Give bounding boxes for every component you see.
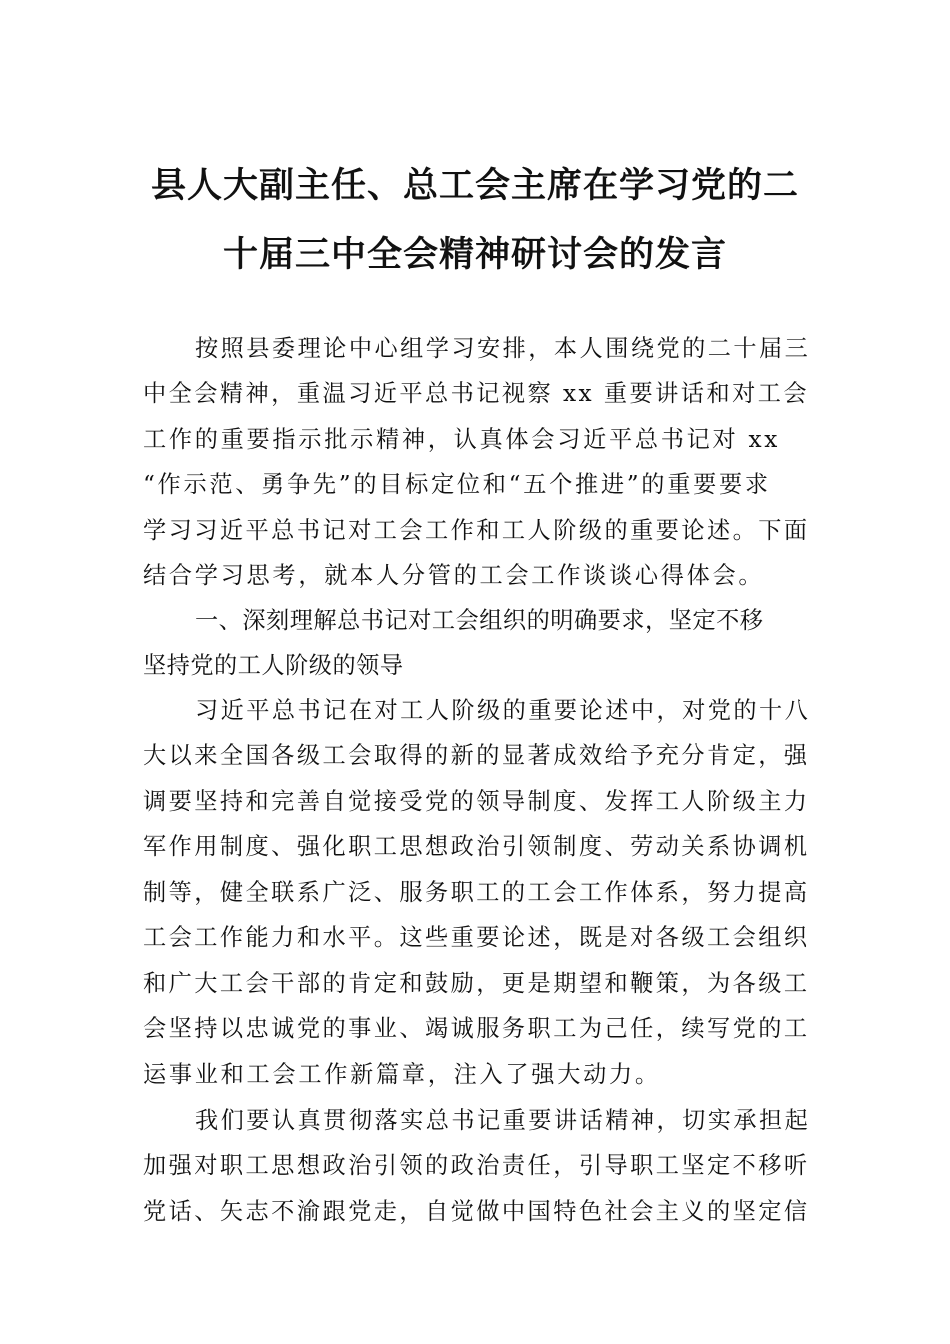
paragraph-line: 我们要认真贯彻落实总书记重要讲话精神，切实承担起 bbox=[195, 1107, 811, 1134]
paragraph-line: 运事业和工会工作新篇章，注入了强大动力。 bbox=[143, 1061, 661, 1088]
paragraph-line: 中全会精神，重温习近平总书记视察 xx 重要讲话和对工会 bbox=[143, 380, 809, 407]
paragraph-line: 制等，健全联系广泛、服务职工的工会工作体系，努力提高 bbox=[143, 879, 810, 906]
paragraph-line: 军作用制度、强化职工思想政治引领制度、劳动关系协调机 bbox=[143, 833, 810, 860]
paragraph-line: 工会工作能力和水平。这些重要论述，既是对各级工会组织 bbox=[143, 924, 810, 951]
heading-line: 一、深刻理解总书记对工会组织的明确要求，坚定不移 bbox=[195, 607, 764, 634]
paragraph-line: 学习习近平总书记对工会工作和工人阶级的重要论述。下面 bbox=[143, 517, 810, 544]
paragraph-line: 党话、矢志不渝跟党走，自觉做中国特色社会主义的坚定信 bbox=[143, 1198, 810, 1225]
paragraph-line: 工作的重要指示批示精神，认真体会习近平总书记对 xx bbox=[143, 426, 781, 453]
paragraph-line: 结合学习思考，就本人分管的工会工作谈谈心得体会。 bbox=[143, 562, 765, 589]
paragraph-line: 加强对职工思想政治引领的政治责任，引导职工坚定不移听 bbox=[143, 1152, 810, 1179]
document-title-line-2: 十届三中全会精神研讨会的发言 bbox=[222, 234, 727, 275]
document-title-line-1: 县人大副主任、总工会主席在学习党的二 bbox=[150, 165, 799, 206]
paragraph-line: 大以来全国各级工会取得的新的显著成效给予充分肯定，强 bbox=[143, 742, 810, 769]
paragraph-line: “作示范、勇争先”的目标定位和“五个推进”的重要要求 bbox=[143, 471, 771, 498]
heading-line: 坚持党的工人阶级的领导 bbox=[143, 652, 404, 679]
paragraph-line: 和广大工会干部的肯定和鼓励，更是期望和鞭策，为各级工 bbox=[143, 970, 810, 997]
paragraph-line: 调要坚持和完善自觉接受党的领导制度、发挥工人阶级主力 bbox=[143, 788, 810, 815]
paragraph-line: 按照县委理论中心组学习安排，本人围绕党的二十届三 bbox=[195, 335, 811, 362]
paragraph-line: 习近平总书记在对工人阶级的重要论述中，对党的十八 bbox=[195, 697, 811, 724]
paragraph-line: 会坚持以忠诚党的事业、竭诚服务职工为己任，续写党的工 bbox=[143, 1015, 810, 1042]
